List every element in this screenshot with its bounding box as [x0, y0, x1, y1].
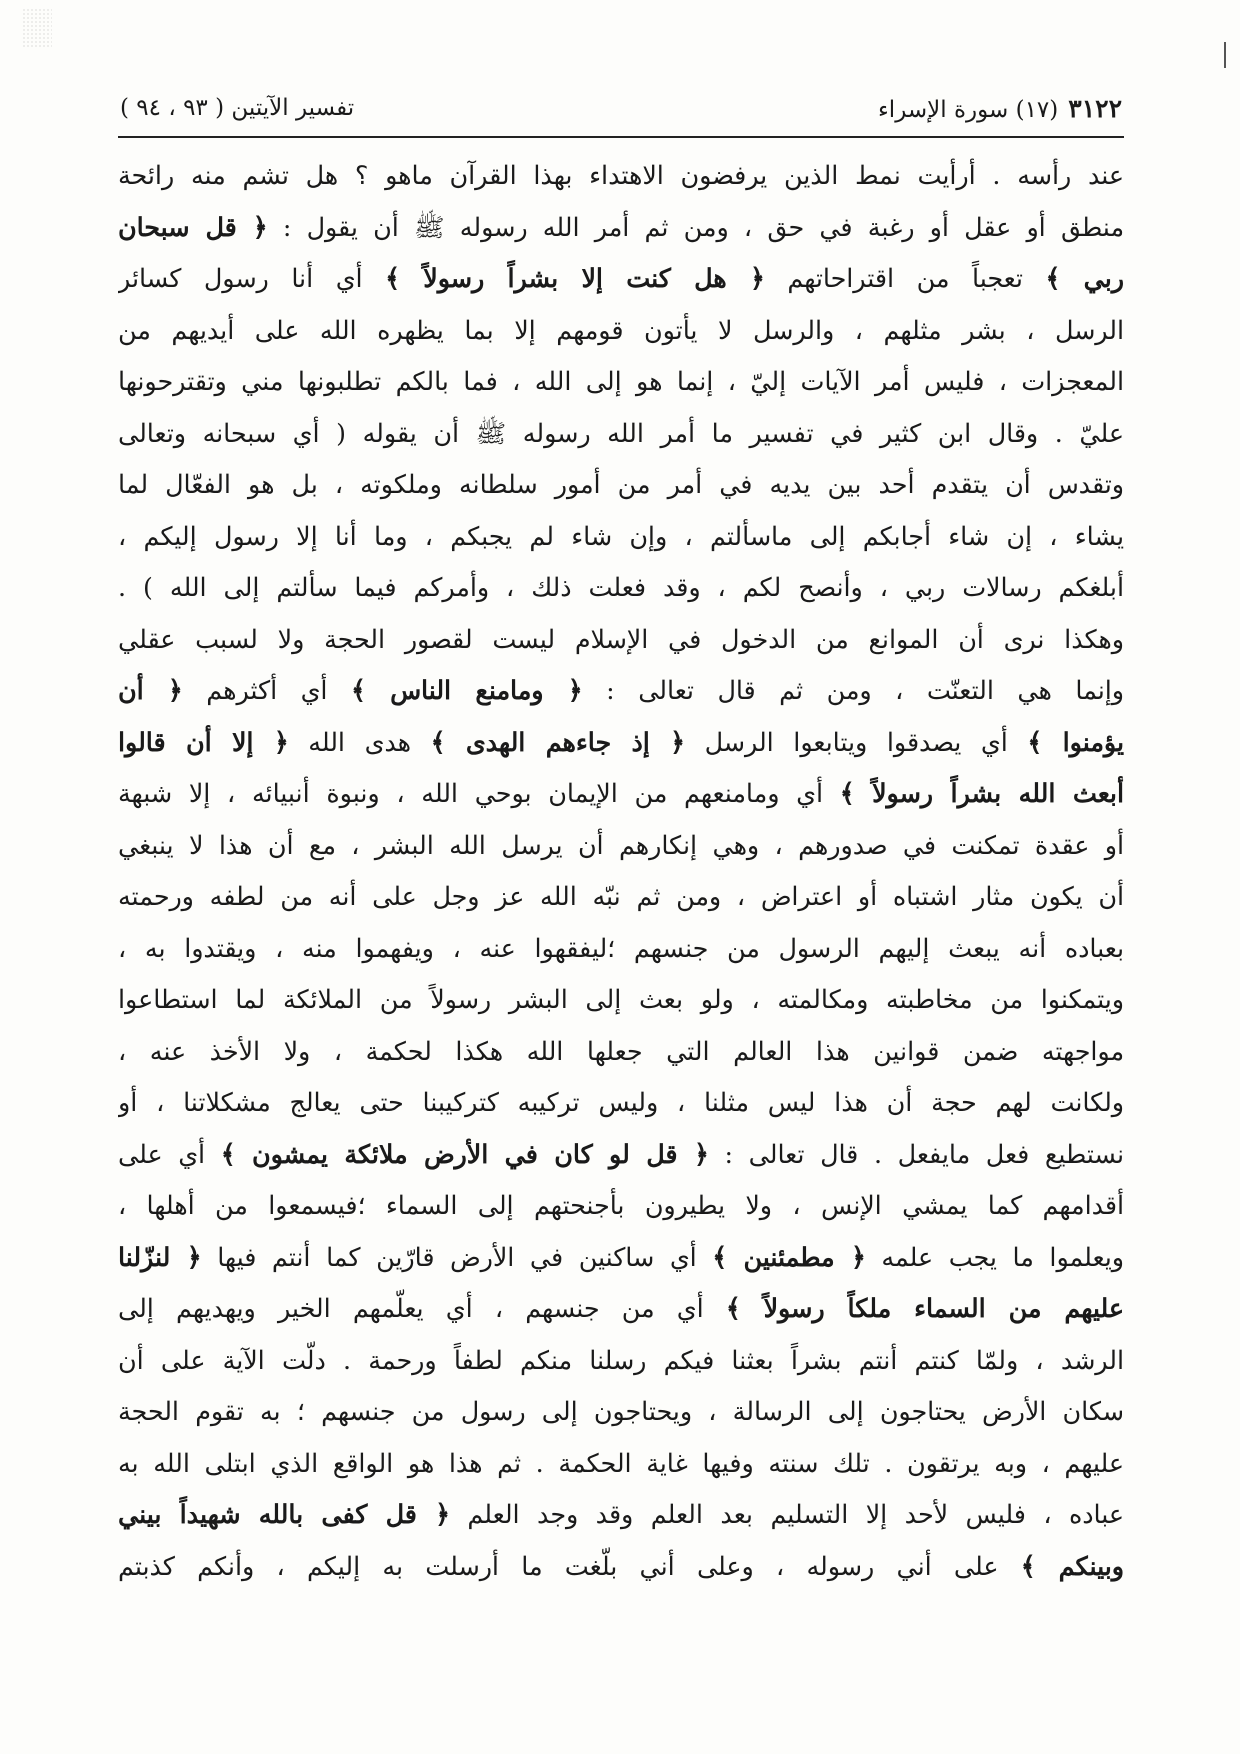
text-line: [118, 1489, 1124, 1541]
page-number: ٣١٢٢: [1068, 93, 1122, 123]
text-segment: أو عقدة تمكنت في صدورهم ، وهي إنكارهم أن يرسل الله البشر ، مع أن هذا لا ينبغي: [118, 830, 1124, 860]
quran-quote: ﴿ قل كفى بالله شهيداً بيني: [118, 1499, 450, 1529]
quran-quote: ﴿ قل سبحان: [118, 211, 268, 242]
text-segment: أي ومامنعهم من الإيمان بوحي الله ، ونبوة أنبيائه ، إلا شبهة: [118, 779, 840, 808]
page-header: [120, 86, 1122, 130]
text-line: [118, 871, 1124, 923]
text-line: [118, 974, 1124, 1026]
quran-quote: ﴿ ومامنع الناس ﴾: [351, 675, 583, 705]
text-line: [118, 356, 1124, 408]
text-line: [118, 1283, 1124, 1335]
text-line: [118, 1026, 1124, 1078]
quran-quote: ﴿ هل كنت إلا بشراً رسولاً ﴾: [385, 263, 765, 293]
text-line: [118, 1129, 1124, 1181]
quran-quote: ﴿ مطمئنين ﴾: [712, 1241, 866, 1272]
quran-quote: ﴿ لنزّلنا: [118, 1241, 202, 1272]
quran-quote: ﴿ إذ جاءهم الهدى ﴾: [430, 726, 686, 757]
text-line: [118, 511, 1124, 563]
text-segment: أي من جنسهم ، أي يعلّمهم الخير ويهديهم إلى: [118, 1294, 726, 1323]
text-segment: الرشد ، ولمّا كنتم أنتم بشراً بعثنا فيكم رسلنا منكم لطفاً ورحمة . دلّت الآية على أن: [118, 1345, 1124, 1375]
text-segment: مواجهته ضمن قوانين هذا العالم التي جعلها الله هكذا لحكمة ، ولا الأخذ عنه ،: [118, 1036, 1124, 1066]
text-segment: أي أنا رسول كسائر: [118, 264, 386, 293]
text-line: [118, 562, 1124, 614]
text-line: [118, 202, 1124, 254]
text-segment: أي يصدقوا ويتابعوا الرسل: [685, 727, 1028, 757]
quran-quote: عليهم من السماء ملكاً رسولاً ﴾: [725, 1293, 1124, 1323]
quran-quote: وبينكم ﴾: [1020, 1550, 1124, 1581]
text-segment: أي على: [118, 1139, 221, 1169]
quran-quote: ﴿ أن: [118, 675, 183, 705]
scan-speckle: [22, 8, 52, 48]
text-line: [118, 717, 1124, 769]
text-segment: سكان الأرض يحتاجون إلى الرسالة ، ويحتاجون إلى رسول من جنسهم ؛ به تقوم الحجة: [118, 1397, 1124, 1426]
text-segment: أي أكثرهم: [182, 676, 351, 705]
text-line: [118, 1386, 1124, 1438]
surah-name: (١٧) سورة الإسراء: [877, 96, 1059, 123]
text-line: [118, 923, 1124, 975]
text-line: [118, 305, 1124, 357]
text-segment: تعجباً من اقتراحاتهم: [764, 264, 1046, 293]
quran-quote: ربي ﴾: [1045, 263, 1124, 293]
text-segment: أن يكون مثار اشتباه أو اعتراض ، ومن ثم نبّه الله عز وجل على أنه من لطفه ورحمته: [118, 882, 1124, 911]
text-line: [118, 1438, 1124, 1490]
tafsir-body: [118, 150, 1124, 1592]
text-segment: أقدامهم كما يمشي الإنس ، ولا يطيرون بأجنحتهم إلى السماء ؛فيسمعوا من أهلها ،: [118, 1191, 1124, 1220]
text-line: [118, 150, 1124, 202]
quran-quote: ﴿ إلا أن قالوا: [118, 726, 289, 757]
text-line: [118, 408, 1124, 460]
quran-quote: أبعث الله بشراً رسولاً ﴾: [839, 778, 1124, 808]
header-rule: [118, 136, 1124, 138]
scan-edge-mark: [1224, 42, 1226, 68]
text-segment: هدى الله: [288, 727, 431, 757]
text-segment: عند رأسه . أرأيت نمط الذين يرفضون الاهتداء بهذا القرآن ماهو ؟ هل تشم منه رائحة: [118, 161, 1124, 190]
quran-quote: يؤمنوا ﴾: [1027, 726, 1124, 757]
text-line: [118, 1077, 1124, 1129]
text-segment: نستطيع فعل مايفعل . قال تعالى :: [708, 1139, 1124, 1169]
text-segment: أي ساكنين في الأرض قارّين كما أنتم فيها: [201, 1242, 713, 1272]
text-segment: ويتمكنوا من مخاطبته ومكالمته ، ولو بعث إلى البشر رسولاً من الملائكة لما استطاعوا: [118, 985, 1124, 1014]
text-segment: على أني رسوله ، وعلى أني بلّغت ما أرسلت به إليكم ، وأنكم كذبتم: [118, 1551, 1021, 1581]
text-segment: المعجزات ، فليس أمر الآيات إليّ ، إنما هو إلى الله ، فما بالكم تطلبونها مني وتقترحونها: [118, 367, 1124, 396]
text-segment: يشاء ، إن شاء أجابكم إلى ماسألتم ، وإن شاء لم يجبكم ، وما أنا إلا رسول إليكم ،: [118, 521, 1124, 551]
text-segment: وتقدس أن يتقدم أحد بين يديه في أمر من أمور سلطانه وملكوته ، بل هو الفعّال لما: [118, 470, 1124, 499]
text-segment: عليهم ، وبه يرتقون . تلك سنته وفيها غاية الحكمة . ثم هذا هو الواقع الذي ابتلى الله به: [118, 1448, 1124, 1478]
text-segment: عليّ . وقال ابن كثير في تفسير ما أمر الله رسوله ﷺ أن يقوله ( أي سبحانه وتعالى: [118, 418, 1124, 448]
tafsir-verses: تفسير الآيتين ( ٩٣ ، ٩٤ ): [120, 95, 355, 121]
quran-quote: ﴿ قل لو كان في الأرض ملائكة يمشون ﴾: [220, 1138, 709, 1169]
text-line: [118, 1541, 1124, 1593]
text-line: [118, 1335, 1124, 1387]
text-line: [118, 1180, 1124, 1232]
text-line: [118, 820, 1124, 872]
text-segment: بعباده أنه يبعث إليهم الرسول من جنسهم ؛ليفقهوا عنه ، ويفهموا منه ، ويقتدوا به ،: [118, 933, 1124, 963]
text-line: [118, 1232, 1124, 1284]
text-segment: أبلغكم رسالات ربي ، وأنصح لكم ، وقد فعلت ذلك ، وأمركم فيما سألتم إلى الله ) .: [118, 573, 1124, 602]
text-line: [118, 665, 1124, 717]
text-line: [118, 768, 1124, 820]
text-segment: ويعلموا ما يجب علمه: [865, 1242, 1124, 1272]
header-right: [878, 94, 1122, 123]
text-line: [118, 253, 1124, 305]
text-segment: منطق أو عقل أو رغبة في حق ، ومن ثم أمر الله رسوله ﷺ أن يقول :: [267, 212, 1124, 242]
text-segment: ولكانت لهم حجة أن هذا ليس مثلنا ، وليس تركيبه كتركيبنا حتى يعالج مشكلاتنا ، أو: [118, 1088, 1124, 1117]
text-line: [118, 459, 1124, 511]
text-segment: وهكذا نرى أن الموانع من الدخول في الإسلام ليست لقصور الحجة ولا لسبب عقلي: [118, 624, 1124, 654]
text-line: [118, 614, 1124, 666]
text-segment: الرسل ، بشر مثلهم ، والرسل لا يأتون قومهم إلا بما يظهره الله على أيديهم من: [118, 315, 1124, 345]
text-segment: وإنما هي التعنّت ، ومن ثم قال تعالى :: [582, 676, 1124, 705]
text-segment: عباده ، فليس لأحد إلا التسليم بعد العلم وقد وجد العلم: [449, 1500, 1124, 1529]
